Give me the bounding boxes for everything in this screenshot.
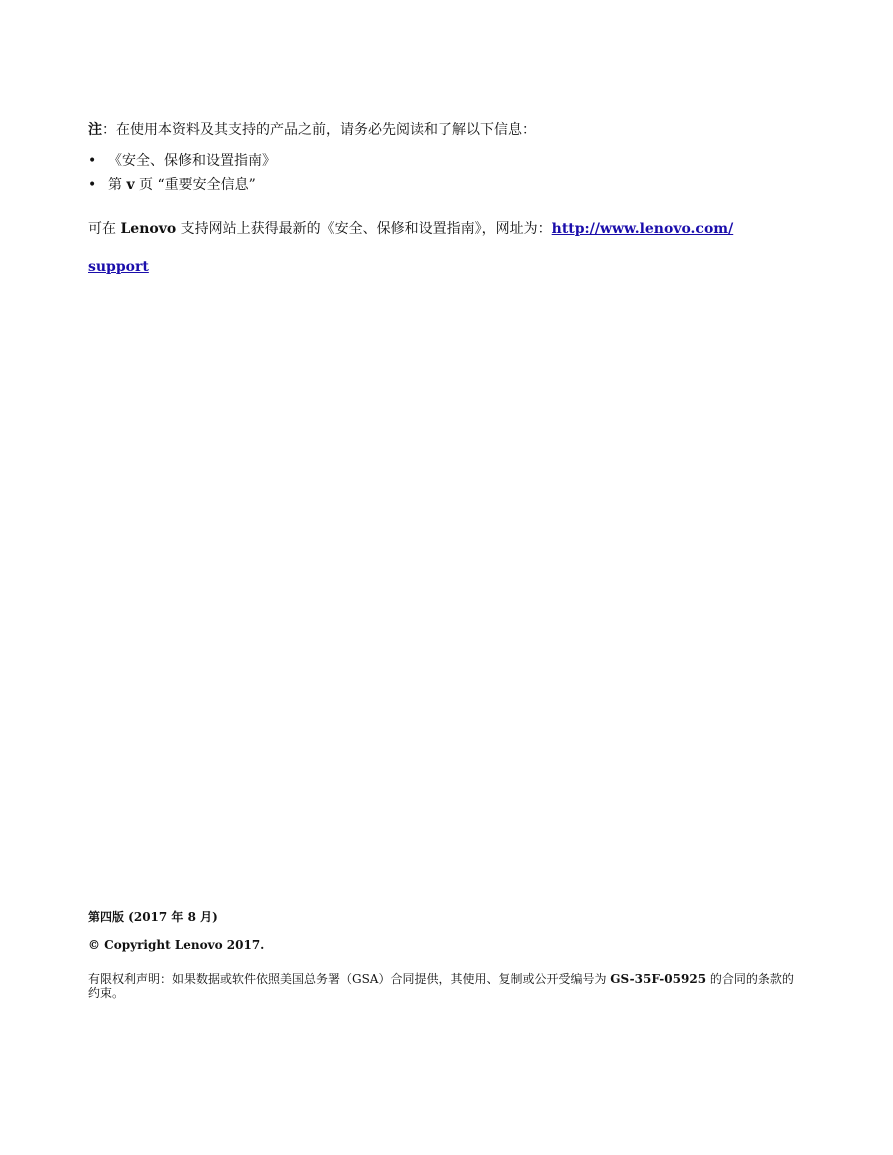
- rights-text-after: 的合同的条款的约束。: [88, 972, 794, 1000]
- note-label: 注: [88, 122, 102, 138]
- page-reference: v: [126, 177, 135, 193]
- bullet-icon: •: [88, 153, 97, 169]
- brand-name: Lenovo: [120, 221, 177, 237]
- list-item-prefix: 第: [108, 177, 127, 193]
- support-url-line2: support: [88, 259, 149, 275]
- notice-paragraph: [88, 120, 808, 140]
- required-reading-list: [88, 150, 808, 198]
- contract-number: GS-35F-05925: [610, 972, 707, 986]
- support-url-line1: http://www.lenovo.com/: [551, 221, 734, 237]
- restricted-rights-notice: [88, 972, 798, 1000]
- list-item-suffix: 页 “重要安全信息”: [134, 177, 256, 193]
- copyright-notice: © Copyright Lenovo 2017.: [88, 938, 265, 952]
- list-item: [88, 174, 808, 196]
- online-guide-paragraph: [88, 210, 808, 286]
- online-text-after: 支持网站上获得最新的《安全、保修和设置指南》，网址为：: [176, 221, 552, 237]
- online-text-before: 可在: [88, 221, 121, 237]
- note-text: ：在使用本资料及其支持的产品之前，请务必先阅读和了解以下信息：: [102, 122, 536, 138]
- edition-info: 第四版 (2017 年 8 月): [88, 910, 218, 924]
- list-item: [88, 150, 808, 172]
- bullet-icon: •: [88, 177, 97, 193]
- list-item-text: 《安全、保修和设置指南》: [108, 153, 276, 169]
- rights-text-before: 有限权利声明：如果数据或软件依照美国总务署（GSA）合同提供，其使用、复制或公开受编号为: [88, 972, 611, 986]
